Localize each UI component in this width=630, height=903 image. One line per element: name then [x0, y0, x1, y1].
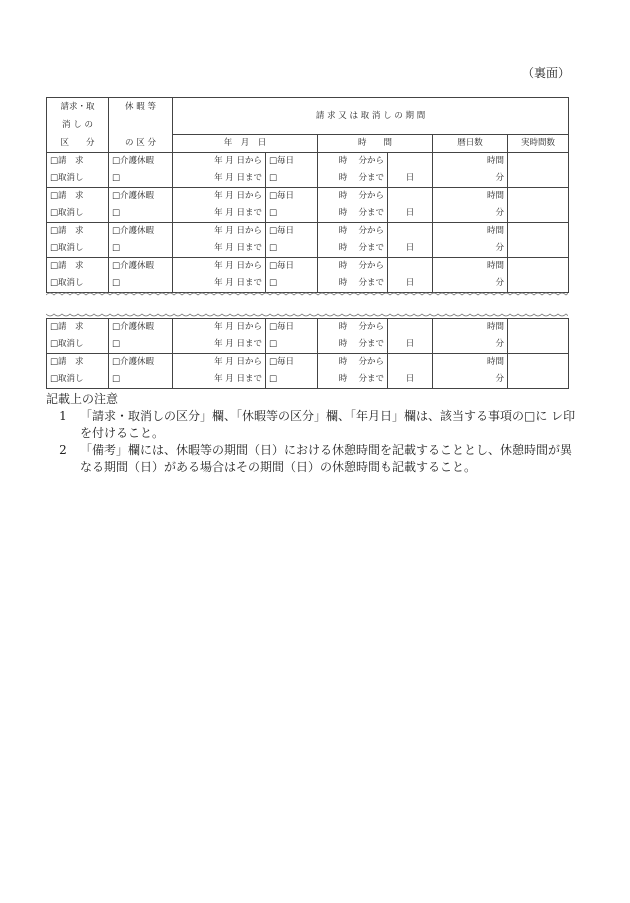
notes-title: 記載上の注意 [46, 392, 119, 406]
caregiving-leave-checkbox[interactable]: □介護休暇 [109, 223, 173, 241]
note-number: 2 [59, 443, 67, 457]
request-checkbox[interactable]: □請 求 [47, 354, 109, 372]
calendar-days-cell [388, 188, 433, 206]
remarks-cell [508, 354, 569, 372]
date-option-checkbox[interactable]: □ [266, 205, 318, 223]
actual-minutes-cell: 分 [433, 275, 508, 293]
remarks-cell [508, 153, 569, 171]
cancel-checkbox[interactable]: □取消し [47, 240, 109, 258]
calendar-days-cell: 日 [388, 170, 433, 188]
remarks-cell [508, 170, 569, 188]
caregiving-leave-checkbox[interactable]: □介護休暇 [109, 354, 173, 372]
date-from: 年 月 日から [173, 188, 266, 206]
cancel-checkbox[interactable]: □取消し [47, 275, 109, 293]
remarks-cell [508, 223, 569, 241]
note-text: 「備考」欄には、休暇等の期間（日）における休憩時間を記載することとし、休憩時間が異なる期間（日）がある場合はその期間（日）の休憩時間も記載すること。 [80, 443, 573, 474]
header-calendar-days: 暦日数 [433, 135, 508, 153]
caregiving-leave-checkbox[interactable]: □介護休暇 [109, 319, 173, 337]
calendar-days-cell [388, 354, 433, 372]
calendar-days-cell [388, 258, 433, 276]
cancel-checkbox[interactable]: □取消し [47, 205, 109, 223]
date-option-checkbox[interactable]: □ [266, 371, 318, 389]
other-leave-checkbox[interactable]: □ [109, 275, 173, 293]
table-row [47, 319, 569, 337]
table-row [47, 336, 569, 354]
time-from: 時 分から [318, 354, 388, 372]
table-row [47, 153, 569, 171]
header-period-group: 請 求 又 は 取 消 し の 期 間 [173, 98, 569, 135]
request-checkbox[interactable]: □請 求 [47, 258, 109, 276]
date-option-checkbox[interactable]: □ [266, 240, 318, 258]
calendar-days-cell: 日 [388, 275, 433, 293]
remarks-cell [508, 319, 569, 337]
everyday-checkbox[interactable]: □毎日 [266, 354, 318, 372]
cancel-checkbox[interactable]: □取消し [47, 170, 109, 188]
calendar-days-cell: 日 [388, 371, 433, 389]
time-from: 時 分から [318, 223, 388, 241]
time-from: 時 分から [318, 319, 388, 337]
date-from: 年 月 日から [173, 319, 266, 337]
table-row [47, 223, 569, 241]
leave-request-table [46, 97, 569, 293]
cancel-checkbox[interactable]: □取消し [47, 336, 109, 354]
actual-hours-cell: 時間 [433, 153, 508, 171]
date-option-checkbox[interactable]: □ [266, 275, 318, 293]
caregiving-leave-checkbox[interactable]: □介護休暇 [109, 258, 173, 276]
page-title: （裏面） [521, 66, 570, 80]
time-to: 時 分まで [318, 205, 388, 223]
time-from: 時 分から [318, 188, 388, 206]
note-text: 「請求・取消しの区分」欄、「休暇等の区分」欄、「年月日」欄は、該当する事項の□に レ印を付けること。 [80, 409, 576, 440]
header-actual-hours: 実時間数 [508, 135, 569, 153]
calendar-days-cell [388, 319, 433, 337]
actual-minutes-cell: 分 [433, 205, 508, 223]
cancel-checkbox[interactable]: □取消し [47, 371, 109, 389]
actual-hours-cell: 時間 [433, 223, 508, 241]
time-to: 時 分まで [318, 275, 388, 293]
other-leave-checkbox[interactable]: □ [109, 240, 173, 258]
leave-request-table-continued [46, 318, 569, 389]
header-time: 時 間 [318, 135, 433, 153]
table-row [47, 240, 569, 258]
date-from: 年 月 日から [173, 258, 266, 276]
date-option-checkbox[interactable]: □ [266, 170, 318, 188]
calendar-days-cell: 日 [388, 240, 433, 258]
table-row [47, 205, 569, 223]
date-to: 年 月 日まで [173, 240, 266, 258]
time-to: 時 分まで [318, 336, 388, 354]
everyday-checkbox[interactable]: □毎日 [266, 153, 318, 171]
header-leave-category: 休 暇 等 の 区 分 [109, 98, 173, 153]
actual-hours-cell: 時間 [433, 188, 508, 206]
date-to: 年 月 日まで [173, 205, 266, 223]
time-to: 時 分まで [318, 170, 388, 188]
other-leave-checkbox[interactable]: □ [109, 205, 173, 223]
actual-hours-cell: 時間 [433, 319, 508, 337]
caregiving-leave-checkbox[interactable]: □介護休暇 [109, 188, 173, 206]
request-checkbox[interactable]: □請 求 [47, 223, 109, 241]
time-from: 時 分から [318, 153, 388, 171]
remarks-cell [508, 205, 569, 223]
notes-section [46, 391, 576, 476]
date-from: 年 月 日から [173, 354, 266, 372]
date-from: 年 月 日から [173, 153, 266, 171]
date-to: 年 月 日まで [173, 275, 266, 293]
header-date: 年 月 日 [173, 135, 318, 153]
time-to: 時 分まで [318, 240, 388, 258]
calendar-days-cell [388, 223, 433, 241]
calendar-days-cell [388, 153, 433, 171]
omission-wave-top [46, 290, 568, 300]
date-option-checkbox[interactable]: □ [266, 336, 318, 354]
calendar-days-cell: 日 [388, 205, 433, 223]
other-leave-checkbox[interactable]: □ [109, 170, 173, 188]
actual-minutes-cell: 分 [433, 371, 508, 389]
other-leave-checkbox[interactable]: □ [109, 371, 173, 389]
table-row [47, 170, 569, 188]
actual-hours-cell: 時間 [433, 354, 508, 372]
date-to: 年 月 日まで [173, 336, 266, 354]
everyday-checkbox[interactable]: □毎日 [266, 258, 318, 276]
everyday-checkbox[interactable]: □毎日 [266, 188, 318, 206]
actual-minutes-cell: 分 [433, 240, 508, 258]
remarks-cell [508, 371, 569, 389]
remarks-cell [508, 258, 569, 276]
request-checkbox[interactable]: □請 求 [47, 319, 109, 337]
note-item [46, 442, 576, 476]
date-to: 年 月 日まで [173, 170, 266, 188]
request-checkbox[interactable]: □請 求 [47, 153, 109, 171]
actual-hours-cell: 時間 [433, 258, 508, 276]
actual-minutes-cell: 分 [433, 336, 508, 354]
time-from: 時 分から [318, 258, 388, 276]
date-to: 年 月 日まで [173, 371, 266, 389]
request-checkbox[interactable]: □請 求 [47, 188, 109, 206]
table-row [47, 188, 569, 206]
remarks-cell [508, 188, 569, 206]
table-row [47, 354, 569, 372]
calendar-days-cell: 日 [388, 336, 433, 354]
remarks-cell [508, 240, 569, 258]
table-row [47, 371, 569, 389]
note-item [46, 408, 576, 442]
actual-minutes-cell: 分 [433, 170, 508, 188]
time-to: 時 分まで [318, 371, 388, 389]
table-row [47, 258, 569, 276]
caregiving-leave-checkbox[interactable]: □介護休暇 [109, 153, 173, 171]
everyday-checkbox[interactable]: □毎日 [266, 223, 318, 241]
other-leave-checkbox[interactable]: □ [109, 336, 173, 354]
everyday-checkbox[interactable]: □毎日 [266, 319, 318, 337]
header-request-cancel-category: 請求・取 消 し の 区 分 [47, 98, 109, 153]
remarks-cell [508, 336, 569, 354]
note-number: 1 [59, 409, 67, 423]
date-from: 年 月 日から [173, 223, 266, 241]
